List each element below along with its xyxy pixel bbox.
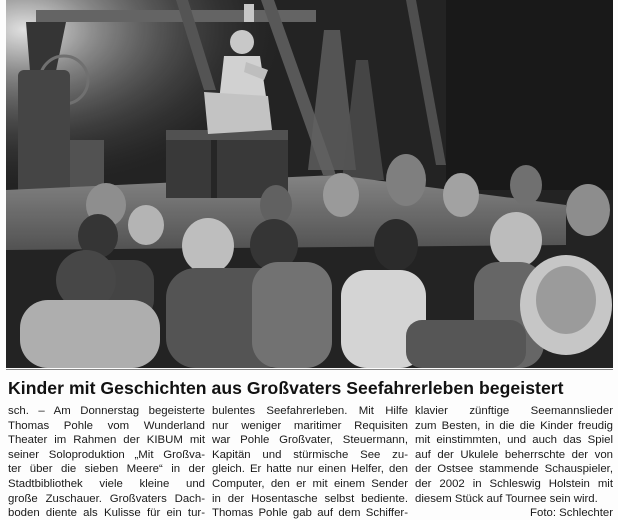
column-2-line: gleich. Er hatte nur einen Helfer, den [212,463,408,476]
column-1-line: sch. – Am Donnerstag begeisterte [8,405,205,417]
column-3-line: der Ostsee stammende Schauspieler, [415,463,613,476]
column-2-line: nur weniger maritimer Requisiten [212,419,408,432]
column-2-line: war Pohle Großvater, Steuermann, [212,434,408,447]
article-column-3 [415,404,613,521]
column-2-line: Computer, den er mit einem Sender [212,477,408,490]
article-column-2 [212,404,408,521]
column-1-line: seiner Soloproduktion „Mit Großva- [8,448,205,461]
column-1-line: boden diente als Kulisse für ein tur- [8,507,205,520]
column-3-line: mit einstimmten, und auch das Spiel [415,434,613,447]
column-3-line: klavier zünftige Seemannslieder [415,405,613,417]
column-2-line: Thomas Pohle gab auf dem Schiffer- [212,507,408,520]
article-headline: Kinder mit Geschichten aus Großvaters Seefahrerleben begeistert [8,378,564,398]
column-1-line: Theater im Rahmen der KIBUM mit [8,434,205,447]
column-1-line: Thomas Pohle vom Wunderland [8,419,205,432]
column-2-line: bulentes Seefahrerleben. Mit Hilfe [212,405,408,417]
column-3-line: auf der Ukulele beherrschte der von [415,448,613,461]
photo-illustration [6,0,613,368]
column-2-line: in der Hosentasche selbst bediente. [212,492,408,505]
column-3-line: der 2002 in Schleswig Holstein mit [415,477,613,490]
article-photo [6,0,613,368]
column-1-line: Stadtbibliothek viele kleine und [8,477,205,490]
column-1-line: große Zuschauer. Großvaters Dach- [8,492,205,505]
photo-divider [6,369,613,370]
article-column-1 [8,404,205,521]
column-1-line: ter über die sieben Meere“ in der [8,463,205,476]
column-3-line: diesem Stück auf Tournee sein wird. [415,492,598,505]
photo-credit: Foto: Schlechter [530,507,613,520]
column-3-line: zum Besten, in die die Kinder freudig [415,419,613,432]
column-2-line: Kapitän und stürmische See zu- [212,448,408,461]
